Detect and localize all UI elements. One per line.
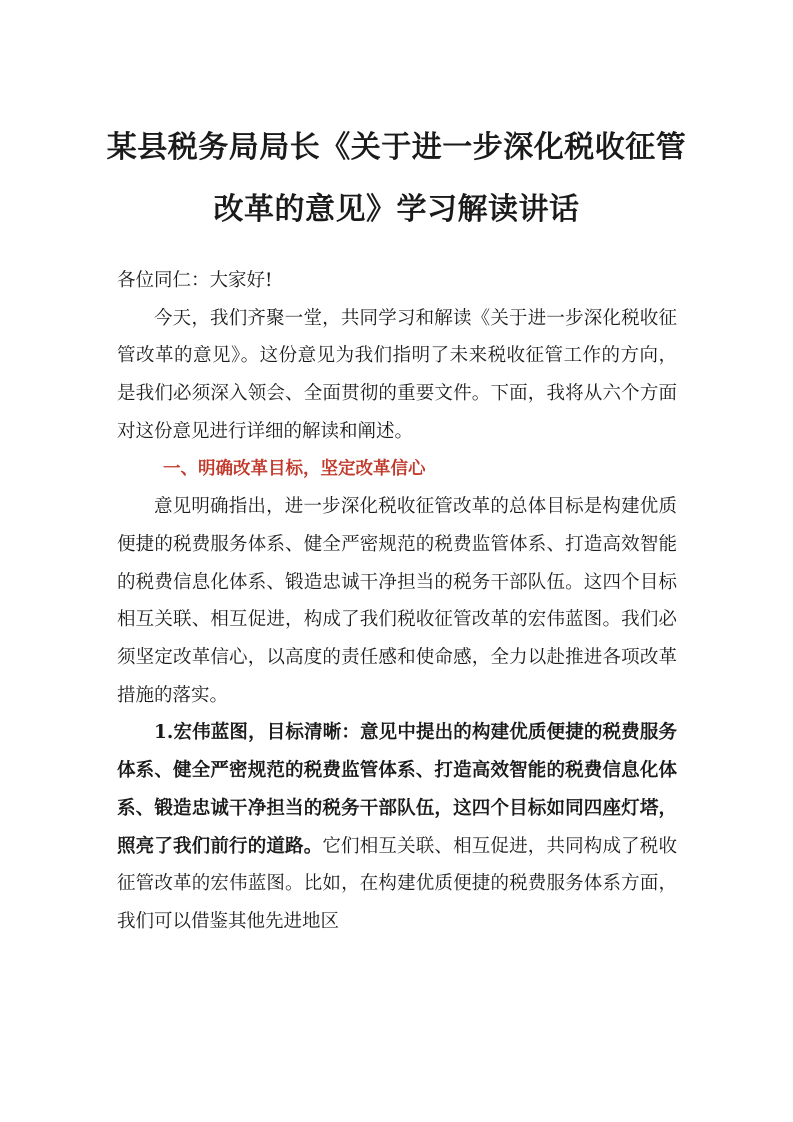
document-title-line-2: 改革的意见》学习解读讲话	[213, 192, 580, 227]
point-1-bold-text: 1.宏伟蓝图，目标清晰：意见中提出的构建优质便捷的税费服务体系、健全严密规范的税费监管体系、打造高效智能的税费信息化体系、锻造忠诚干净担当的税务干部队伍，这四个目标如同四座灯塔，照亮了我们前行的道路。	[117, 722, 677, 857]
section-1-heading: 一、明确改革目标，坚定改革信心	[163, 458, 426, 479]
section-1-paragraph: 意见明确指出，进一步深化税收征管改革的总体目标是构建优质便捷的税费服务体系、健全严密规范的税费监管体系、打造高效智能的税费信息化体系、锻造忠诚干净担当的税务干部队伍。这四个目标相互关联、相互促进，构成了我们税收征管改革的宏伟蓝图。我们必须坚定改革信心，以高度的责任感和使命感，全力以赴推进各项改革措施的落实。	[117, 496, 677, 706]
point-1-paragraph	[117, 714, 677, 940]
greeting-paragraph: 各位同仁：大家好!	[117, 270, 273, 291]
document-body	[117, 262, 677, 941]
point-1-regular-text: 它们相互关联、相互促进，共同构成了税收征管改革的宏伟蓝图。比如，在构建优质便捷的税费服务体系方面，我们可以借鉴其他先进地区	[117, 835, 677, 932]
document-title-line-1: 某县税务局局长《关于进一步深化税收征管	[106, 130, 687, 165]
intro-paragraph: 今天，我们齐聚一堂，共同学习和解读《关于进一步深化税收征管改革的意见》。这份意见为我们指明了未来税收征管工作的方向，是我们必须深入领会、全面贯彻的重要文件。下面，我将从六个方面对这份意见进行详细的解读和阐述。	[117, 307, 677, 442]
